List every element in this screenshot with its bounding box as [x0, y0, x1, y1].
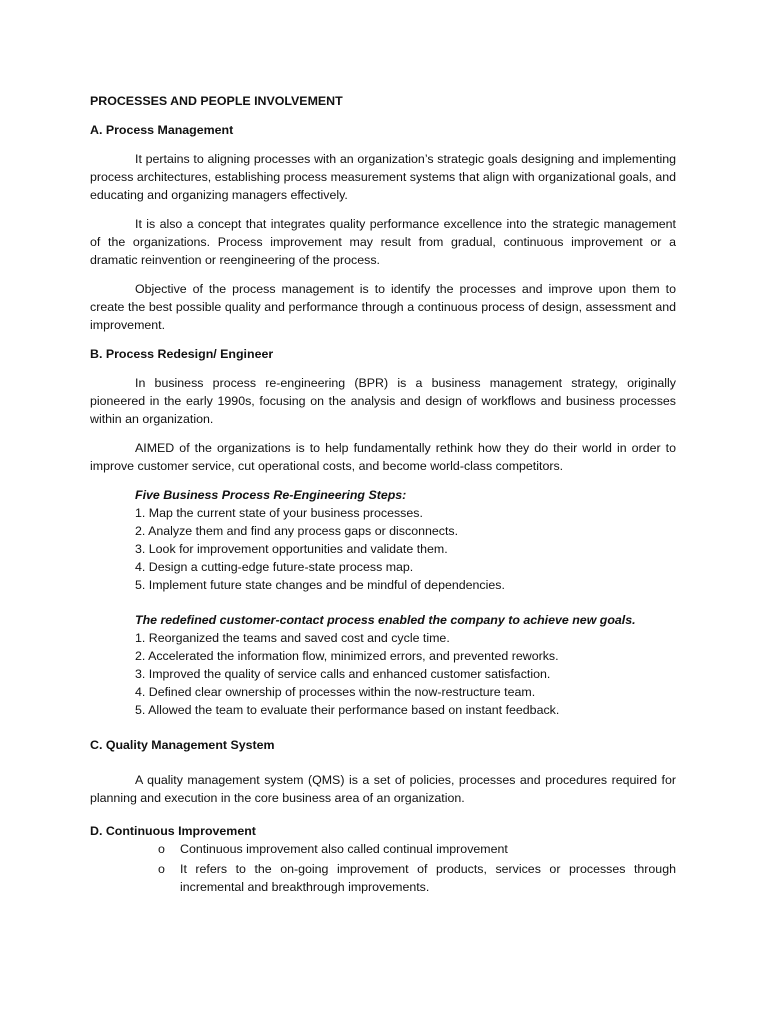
result-item: 3. Improved the quality of service calls and enhanced customer satisfaction.	[135, 667, 551, 681]
bpr-step-item: 1. Map the current state of your business processes.	[135, 506, 423, 520]
result-item: 2. Accelerated the information flow, minimized errors, and prevented reworks.	[135, 649, 559, 663]
continuous-improvement-bullets	[90, 840, 676, 896]
section-b-heading: B. Process Redesign/ Engineer	[90, 347, 274, 361]
result-item: 5. Allowed the team to evaluate their performance based on instant feedback.	[135, 703, 560, 717]
results-heading: The redefined customer-contact process enabled the company to achieve new goals.	[135, 613, 636, 627]
section-d-heading: D. Continuous Improvement	[90, 824, 256, 838]
bpr-step-item: 2. Analyze them and find any process gaps or disconnects.	[135, 524, 459, 538]
bullet-text: It refers to the on-going improvement of products, services or processes through incremental and breakthrough improvements.	[180, 862, 676, 894]
document-page	[90, 92, 676, 896]
bullet-item	[90, 840, 676, 858]
section-a-paragraph: It pertains to aligning processes with an organization’s strategic goals designing and implementing process architectures, establishing process measurement systems that align with organizational goals, and educating and organizing managers effectively.	[90, 152, 676, 202]
hollow-bullet-icon: o	[158, 842, 165, 856]
bpr-step-item: 3. Look for improvement opportunities and validate them.	[135, 542, 448, 556]
section-b-paragraph: In business process re-engineering (BPR) is a business management strategy, originally pioneered in the early 1990s, focusing on the analysis and design of workflows and business processes within an organization.	[90, 376, 676, 426]
section-a-heading: A. Process Management	[90, 123, 234, 137]
result-item: 4. Defined clear ownership of processes within the now-restructure team.	[135, 685, 536, 699]
bpr-step-item: 5. Implement future state changes and be mindful of dependencies.	[135, 578, 505, 592]
section-c-paragraph: A quality management system (QMS) is a set of policies, processes and procedures required for planning and execution in the core business area of an organization.	[90, 773, 676, 805]
document-title: PROCESSES AND PEOPLE INVOLVEMENT	[90, 94, 343, 108]
bpr-steps-heading: Five Business Process Re-Engineering Steps:	[135, 488, 407, 502]
bullet-text: Continuous improvement also called continual improvement	[180, 842, 508, 856]
bullet-item	[90, 860, 676, 896]
hollow-bullet-icon: o	[158, 862, 165, 876]
section-a-paragraph: It is also a concept that integrates quality performance excellence into the strategic management of the organizations. Process improvement may result from gradual, continuous improvement or a dramatic reinvention or reengineering of the process.	[90, 217, 676, 267]
section-a-paragraph: Objective of the process management is to identify the processes and improve upon them to create the best possible quality and performance through a continuous process of design, assessment and improvement.	[90, 282, 676, 332]
bpr-step-item: 4. Design a cutting-edge future-state process map.	[135, 560, 414, 574]
section-b-paragraph: AIMED of the organizations is to help fundamentally rethink how they do their world in order to improve customer service, cut operational costs, and become world-class competitors.	[90, 441, 676, 473]
results-list	[90, 611, 676, 719]
section-c-heading: C. Quality Management System	[90, 738, 275, 752]
bpr-steps-list	[90, 486, 676, 594]
result-item: 1. Reorganized the teams and saved cost and cycle time.	[135, 631, 450, 645]
